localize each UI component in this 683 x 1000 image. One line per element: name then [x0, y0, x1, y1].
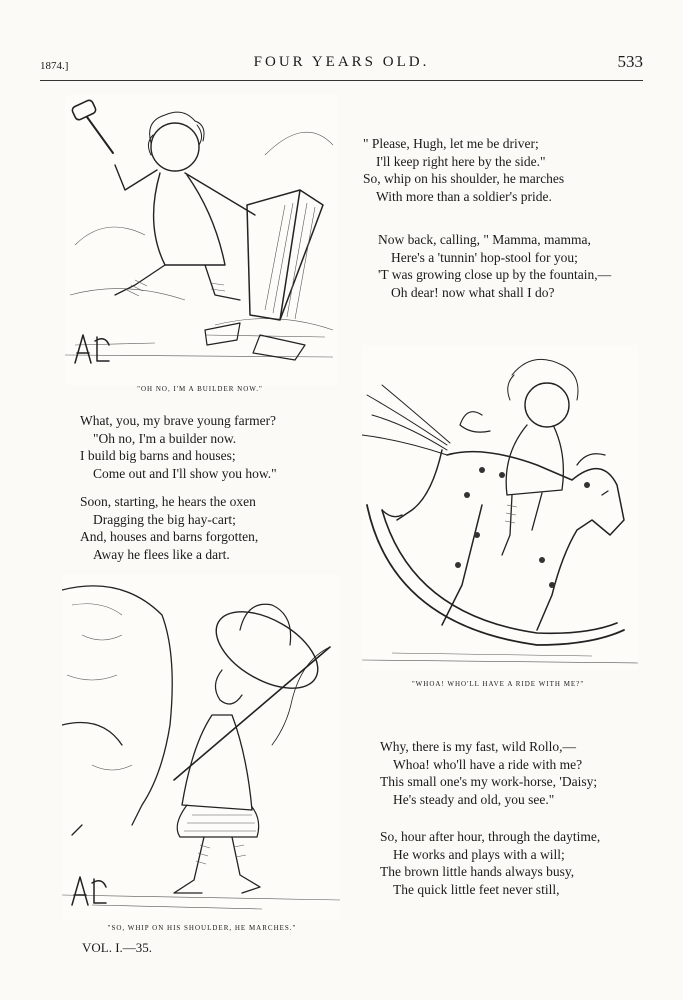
header-year: 1874.] — [40, 60, 69, 72]
verse-line: 'T was growing close up by the fountain,— — [378, 267, 612, 283]
verse-line: "Oh no, I'm a builder now. — [93, 430, 237, 446]
stanza-right-1 — [363, 135, 564, 205]
stanza-left-2 — [80, 493, 258, 563]
verse-line: Dragging the big hay-cart; — [93, 511, 236, 527]
verse-line: And, houses and barns forgotten, — [80, 529, 259, 545]
page-title: FOUR YEARS OLD. — [253, 54, 430, 70]
running-header — [40, 54, 643, 76]
verse-line: Now back, calling, " Mamma, mamma, — [378, 232, 591, 247]
marches-caption: "SO, WHIP ON HIS SHOULDER, HE MARCHES." — [107, 924, 297, 932]
page-number: 533 — [617, 52, 643, 71]
rocking-caption: "WHOA! WHO'LL HAVE A RIDE WITH ME?" — [411, 680, 585, 688]
stanza-left-1 — [80, 412, 277, 482]
verse-line: Soon, starting, he hears the oxen — [80, 494, 256, 509]
verse-line: Why, there is my fast, wild Rollo,— — [380, 739, 576, 754]
verse-line: I build big barns and houses; — [80, 448, 236, 464]
verse-line: Here's a 'tunnin' hop-stool for you; — [391, 249, 578, 265]
verse-line: The brown little hands always busy, — [380, 864, 575, 880]
verse-line: What, you, my brave young farmer? — [80, 413, 277, 428]
verse-line: With more than a soldier's pride. — [376, 188, 552, 204]
verse-line: Come out and I'll show you how." — [93, 465, 277, 481]
verse-line: I'll keep right here by the side." — [376, 153, 546, 169]
verse-line: So, whip on his shoulder, he marches — [363, 171, 565, 187]
verse-line: Whoa! who'll have a ride with me? — [393, 756, 583, 772]
verse-line: He works and plays with a will; — [393, 846, 565, 862]
builder-caption: "OH NO, I'M A BUILDER NOW." — [137, 385, 263, 393]
stanza-right-4 — [380, 828, 600, 898]
verse-line: The quick little feet never still, — [393, 881, 560, 897]
verse-line: Away he flees like a dart. — [93, 546, 230, 562]
verse-line: So, hour after hour, through the daytime, — [380, 829, 601, 844]
rocking-horse-illustration — [362, 345, 638, 670]
volume-signature: VOL. I.—35. — [82, 940, 153, 955]
builder-illustration — [65, 95, 337, 385]
stanza-right-2 — [378, 231, 611, 301]
stanza-right-3 — [380, 738, 597, 808]
verse-line: Oh dear! now what shall I do? — [391, 284, 555, 300]
marching-illustration — [62, 575, 340, 920]
verse-line: He's steady and old, you see." — [393, 791, 555, 807]
verse-line: " Please, Hugh, let me be driver; — [363, 136, 539, 151]
header-rule — [40, 80, 643, 81]
verse-line: This small one's my work-horse, 'Daisy; — [380, 774, 598, 790]
